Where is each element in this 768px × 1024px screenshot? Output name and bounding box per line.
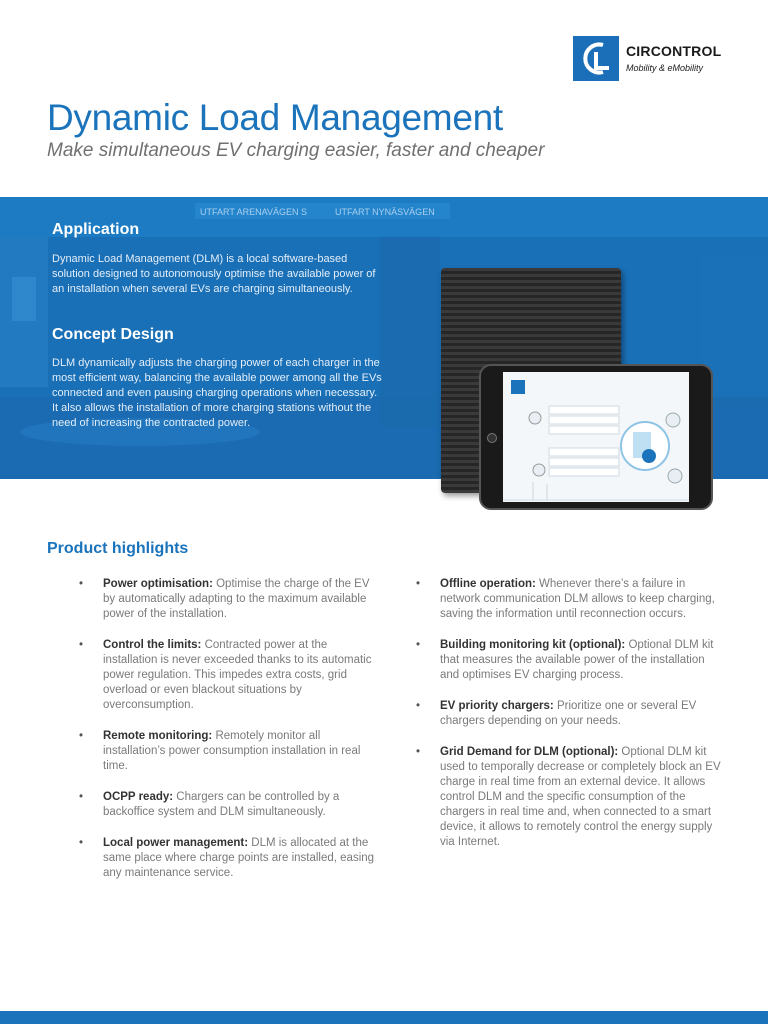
application-title: Application [52, 221, 140, 238]
application-text: Dynamic Load Management (DLM) is a local software-based solution designed to autonomously optimise the available power of an installation when several EVs are charging simultaneously. [52, 253, 376, 295]
brand-tagline: Mobility & eMobility [626, 63, 704, 73]
dlm-dashboard-screen [503, 372, 689, 502]
highlight-grid-demand: • Grid Demand for DLM (optional): Optional DLM kit used to temporally decrease or completely block an EV charge in real time from an external device. It allows control DLM and the specific consumption of the chargers in real time and, when connected to a smart device, it allows to remotely control the energy supply via Internet. [416, 745, 721, 850]
circontrol-logo-icon [573, 36, 619, 81]
highlights-right-column [416, 577, 721, 866]
highlight-remote-monitoring: • Remote monitoring: Remotely monitor all installation’s power consumption installation in real time. [79, 729, 379, 774]
page-title: Dynamic Load Management [47, 97, 503, 138]
highlight-power-optimisation: • Power optimisation: Optimise the charge of the EV by automatically adapting to the maximum available power of the installation. [79, 577, 379, 622]
footer-bar [0, 1011, 768, 1024]
highlight-offline-operation: • Offline operation: Whenever there’s a failure in network communication DLM allows to keep charging, saving the information until reconnection occurs. [416, 577, 721, 622]
tablet-dashboard-image [479, 364, 713, 510]
brand-name: CIRCONTROL [626, 43, 722, 59]
highlight-control-limits: • Control the limits: Contracted power at the installation is never exceeded thanks to its automatic power regulation. This impedes extra costs, grid overload or even blackout situations by overconsumption. [79, 638, 379, 713]
highlight-ocpp-ready: • OCPP ready: Chargers can be controlled by a backoffice system and DLM simultaneously. [79, 790, 379, 820]
concept-design-title: Concept Design [52, 326, 174, 343]
highlights-left-column [79, 577, 379, 897]
tablet-home-button [487, 433, 497, 443]
brand-logo [573, 36, 721, 81]
concept-design-text: DLM dynamically adjusts the charging power of each charger in the most efficient way, balancing the available power among all the EVs connected and even pausing charging operations when necessary. It also allows the installation of more charging stations without the need of increasing the contracted power. [52, 357, 382, 429]
sign-right: UTFART NYNÄSVÄGEN [335, 207, 435, 217]
highlight-building-monitoring-kit: • Building monitoring kit (optional): Optional DLM kit that measures the available power of the installation and optimises EV charging process. [416, 638, 721, 683]
highlight-ev-priority-chargers: • EV priority chargers: Prioritize one or several EV chargers depending on your needs. [416, 699, 721, 729]
highlight-local-power-management: • Local power management: DLM is allocated at the same place where charge points are installed, easing any maintenance service. [79, 836, 379, 881]
product-highlights-title: Product highlights [47, 540, 189, 557]
sign-left: UTFART ARENAVÄGEN S [200, 207, 308, 217]
page-subtitle: Make simultaneous EV charging easier, faster and cheaper [47, 140, 545, 161]
